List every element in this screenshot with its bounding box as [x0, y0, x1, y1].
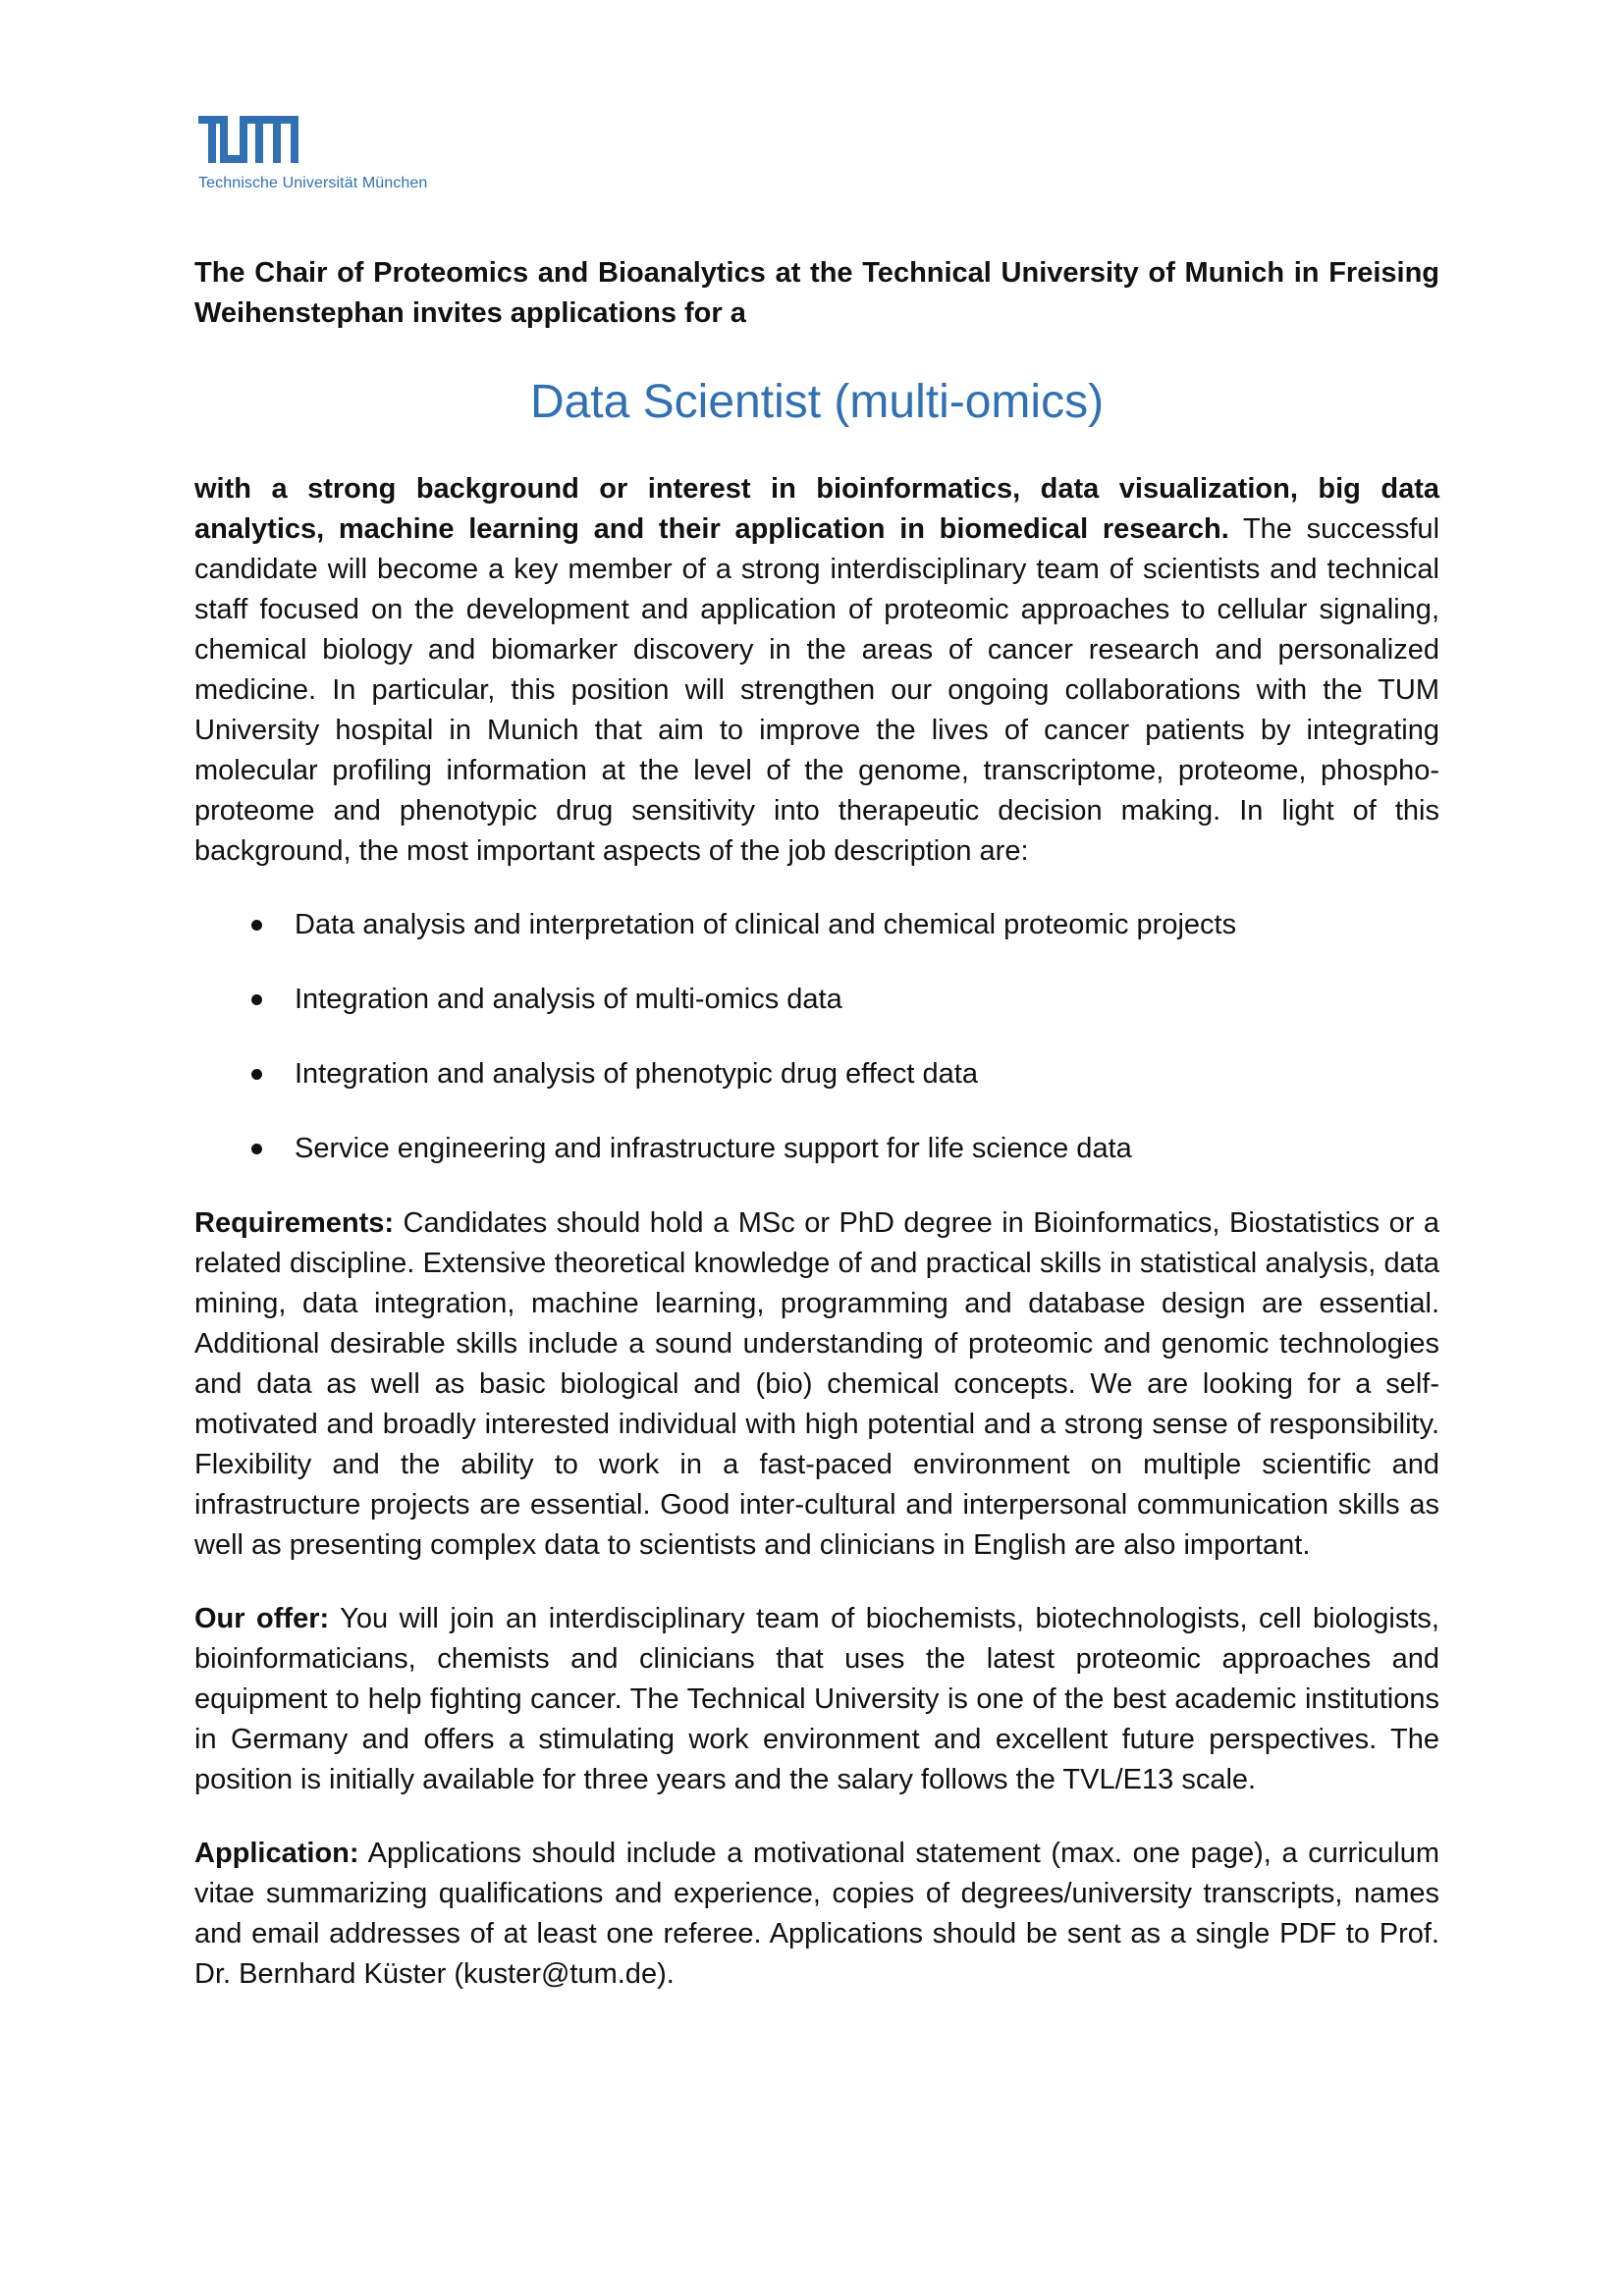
application-text: Applications should include a motivational statement (max. one page), a curriculum vitae summarizing qualifications and experience, copies of degrees/university transcripts, names and email addresses of at least one referee. Applications should be sent as a single PDF to Prof. Dr. Bernhard Küster (kuster@tum.de).	[194, 1838, 1439, 1990]
description-lead: with a strong background or interest in bioinformatics, data visualization, big data analytics, machine learning and their application in biomedical research.	[194, 473, 1439, 545]
offer-paragraph	[194, 1599, 1439, 1800]
requirements-paragraph	[194, 1203, 1439, 1566]
duty-text: Data analysis and interpretation of clinical and chemical proteomic projects	[295, 909, 1237, 940]
intro-text: The Chair of Proteomics and Bioanalytics at the Technical University of Munich in Freising Weihenstephan invites applications for a	[194, 257, 1439, 329]
duty-text: Integration and analysis of multi-omics data	[295, 984, 842, 1015]
logo-caption: Technische Universität München	[198, 175, 428, 191]
list-item	[194, 980, 1439, 1020]
duty-text: Integration and analysis of phenotypic drug effect data	[295, 1058, 978, 1090]
list-item	[194, 905, 1439, 945]
application-paragraph	[194, 1834, 1439, 1995]
bullet-icon	[251, 1144, 262, 1154]
description-text: The successful candidate will become a key member of a strong interdisciplinary team of scientists and technical staff focused on the development and application of proteomic approaches to cellular signaling, chemical biology and biomarker discovery in the areas of cancer research and personalized medicine. In particular, this position will strengthen our ongoing collaborations with the TUM University hospital in Munich that aim to improve the lives of cancer patients by integrating molecular profiling information at the level of the genome, transcriptome, proteome, phospho-proteome and phenotypic drug sensitivity into therapeutic decision making. In light of this background, the most important aspects of the job description are:	[194, 513, 1440, 867]
application-label: Application:	[194, 1838, 359, 1869]
job-posting	[194, 253, 1439, 2028]
job-title: Data Scientist (multi-omics)	[529, 376, 1105, 428]
list-item	[194, 1054, 1439, 1095]
offer-label: Our offer:	[194, 1603, 330, 1634]
tum-logo-mark	[198, 116, 298, 163]
duties-list	[194, 905, 1439, 1169]
tum-logo	[198, 116, 473, 192]
duty-text: Service engineering and infrastructure support for life science data	[295, 1133, 1132, 1164]
requirements-text: Candidates should hold a MSc or PhD degree in Bioinformatics, Biostatistics or a related discipline. Extensive theoretical knowledge of and practical skills in statistical analysis, data mining, data integration, machine learning, programming and database design are essential. Additional desirable skills include a sound understanding of proteomic and genomic technologies and data as well as basic biological and (bio) chemical concepts. We are looking for a self-motivated and broadly interested individual with high potential and a strong sense of responsibility. Flexibility and the ability to work in a fast-paced environment on multiple scientific and infrastructure projects are essential. Good inter-cultural and interpersonal communication skills as well as presenting complex data to scientists and clinicians in English are also important.	[194, 1207, 1439, 1561]
bullet-icon	[251, 1069, 262, 1080]
offer-text: You will join an interdisciplinary team of biochemists, biotechnologists, cell biologists, bioinformaticians, chemists and clinicians that uses the latest proteomic approaches and equipment to help fighting cancer. The Technical University is one of the best academic institutions in Germany and offers a stimulating work environment and excellent future perspectives. The position is initially available for three years and the salary follows the TVL/E13 scale.	[194, 1603, 1439, 1795]
requirements-label: Requirements:	[194, 1207, 395, 1239]
description-paragraph	[194, 469, 1439, 872]
list-item	[194, 1129, 1439, 1169]
bullet-icon	[251, 920, 262, 931]
bullet-icon	[251, 994, 262, 1005]
